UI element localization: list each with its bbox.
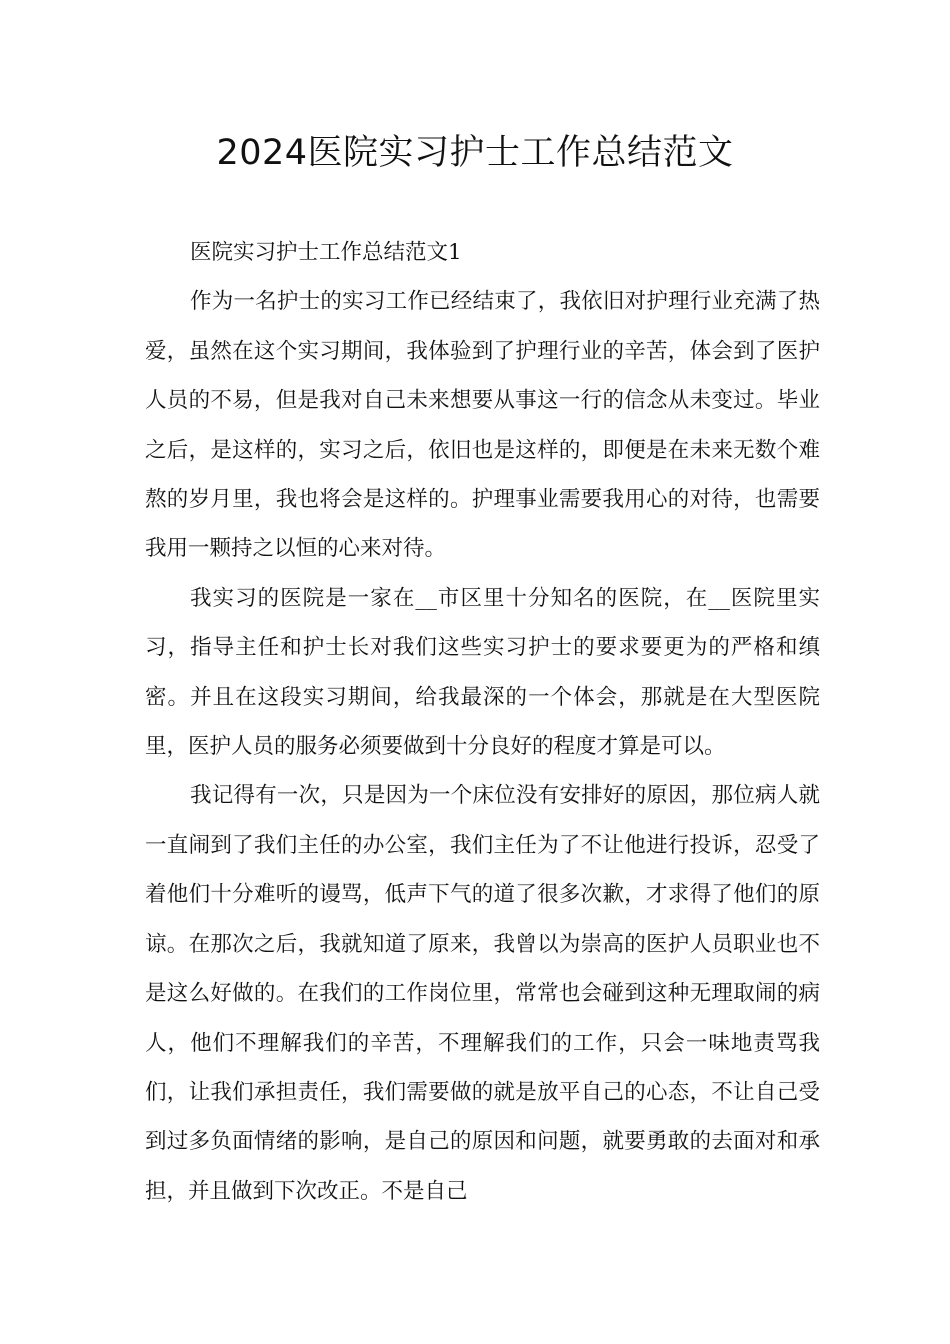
document-body [145,228,820,1216]
paragraph: 我实习的医院是一家在__市区里十分知名的医院，在__医院里实习，指导主任和护士长对我们这些实习护士的要求要更为的严格和缜密。并且在这段实习期间，给我最深的一个体会，那就是在大型医院里，医护人员的服务必须要做到十分良好的程度才算是可以。 [145,585,820,760]
paragraph: 作为一名护士的实习工作已经结束了，我依旧对护理行业充满了热爱，虽然在这个实习期间，我体验到了护理行业的辛苦，体会到了医护人员的不易，但是我对自己未来想要从事这一行的信念从未变过。毕业之后，是这样的，实习之后，依旧也是这样的，即便是在未来无数个难熬的岁月里，我也将会是这样的。护理事业需要我用心的对待，也需要我用一颗持之以恒的心来对待。 [145,289,820,562]
paragraph: 我记得有一次，只是因为一个床位没有安排好的原因，那位病人就一直闹到了我们主任的办公室，我们主任为了不让他进行投诉，忍受了着他们十分难听的谩骂，低声下气的道了很多次歉，才求得了他们的原谅。在那次之后，我就知道了原来，我曾以为崇高的医护人员职业也不是这么好做的。在我们的工作岗位里，常常也会碰到这种无理取闹的病人，他们不理解我们的辛苦，不理解我们的工作，只会一味地责骂我们，让我们承担责任，我们需要做的就是放平自己的心态，不让自己受到过多负面情绪的影响，是自己的原因和问题，就要勇敢的去面对和承担，并且做到下次改正。不是自己 [145,783,820,1204]
document-title: 2024医院实习护士工作总结范文 [216,133,734,173]
section-heading: 医院实习护士工作总结范文1 [190,240,462,265]
